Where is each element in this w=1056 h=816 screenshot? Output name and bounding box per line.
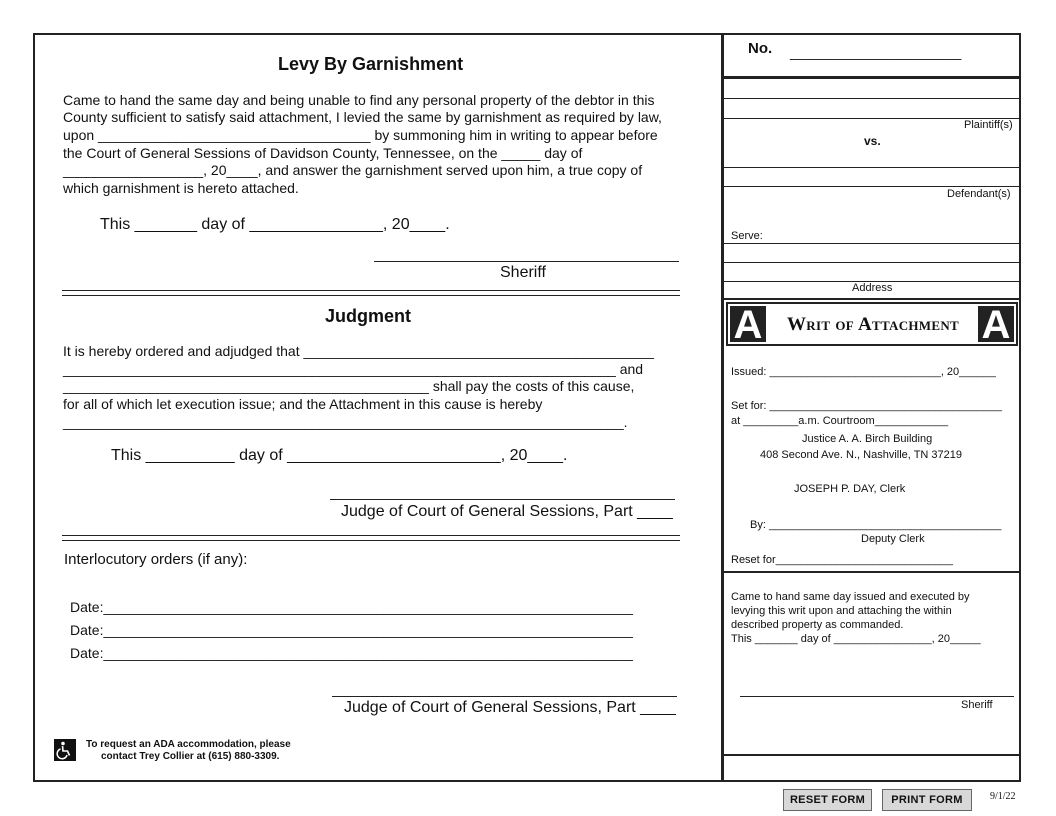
levy-line-6: which garnishment is hereto attached. xyxy=(63,180,299,196)
defendant-line xyxy=(723,167,1021,168)
column-divider xyxy=(721,35,724,780)
levy-line-5: __________________, 20____, and answer the garnishment served upon him, a true copy of xyxy=(63,162,643,178)
return-line-1: Came to hand same day issued and executed by xyxy=(731,591,970,603)
ada-line-1: To request an ADA accommodation, please xyxy=(86,739,291,750)
levy-line-3: upon ___________________________________ by summoning him in writing to appear before xyxy=(63,127,658,143)
section-divider xyxy=(62,540,680,541)
plaintiff-label: Plaintiff(s) xyxy=(964,119,1013,131)
levy-line-4: the Court of General Sessions of Davidson County, Tennessee, on the _____ day of xyxy=(63,145,583,161)
section-divider xyxy=(62,290,680,291)
print-form-button[interactable]: PRINT FORM xyxy=(882,789,972,811)
at-line: at _________a.m. Courtroom____________ xyxy=(731,415,949,427)
judgment-line-5: ________________________________________________________________________. xyxy=(63,414,628,430)
interlocutory-date-2: Date:____________________________________________________________________ xyxy=(70,622,633,638)
return-rule xyxy=(723,571,1021,573)
writ-banner xyxy=(726,302,1018,346)
reset-form-button[interactable]: RESET FORM xyxy=(783,789,872,811)
wheelchair-icon xyxy=(54,739,76,761)
interlocutory-date-1: Date:____________________________________________________________________ xyxy=(70,599,633,615)
judge-signature-line xyxy=(332,696,677,697)
set-for-line: Set for: ______________________________________ xyxy=(731,400,1002,412)
judgment-title: Judgment xyxy=(325,306,412,326)
judgment-line-3: _______________________________________________ shall pay the costs of this cause, xyxy=(63,378,635,394)
deputy-clerk-label: Deputy Clerk xyxy=(861,533,925,545)
sheriff-signature-line xyxy=(740,696,1014,697)
defendant-label: Defendant(s) xyxy=(947,188,1011,200)
serve-line xyxy=(723,243,1021,244)
writ-letter-right: A xyxy=(978,306,1014,342)
defendant-line xyxy=(723,186,1021,187)
bottom-rule xyxy=(723,754,1021,756)
serve-label: Serve: xyxy=(731,230,763,242)
levy-line-1: Came to hand the same day and being unable to find any personal property of the debtor in this xyxy=(63,92,655,108)
judgment-line-2: _______________________________________________________________________ and xyxy=(63,361,644,377)
by-line: By: ______________________________________ xyxy=(750,519,1002,531)
serve-line xyxy=(723,262,1021,263)
plaintiff-line xyxy=(723,98,1021,99)
levy-sheriff-label: Sheriff xyxy=(500,264,546,281)
levy-date-line: This _______ day of _______________, 20____. xyxy=(100,216,450,233)
judgment-date-line: This __________ day of ________________________, 20____. xyxy=(111,447,568,464)
return-line-3: described property as commanded. xyxy=(731,619,904,631)
ada-line-2: contact Trey Collier at (615) 880-3309. xyxy=(101,751,280,762)
levy-title: Levy By Garnishment xyxy=(278,54,464,74)
case-number-blank[interactable]: ______________________ xyxy=(790,44,962,60)
section-divider xyxy=(62,535,680,536)
vs-label: vs. xyxy=(864,134,881,148)
interlocutory-heading: Interlocutory orders (if any): xyxy=(64,551,248,568)
header-rule xyxy=(723,76,1021,79)
interlocutory-date-3: Date:____________________________________________________________________ xyxy=(70,645,633,661)
section-divider xyxy=(62,295,680,296)
banner-rule xyxy=(723,298,1021,300)
writ-title: Writ of Attachment xyxy=(786,314,959,335)
case-number-label: No. xyxy=(748,40,773,57)
judgment-line-1: It is hereby ordered and adjudged that _____________________________________________ xyxy=(63,343,654,359)
clerk-name: JOSEPH P. DAY, Clerk xyxy=(794,483,906,495)
writ-letter-left: A xyxy=(730,306,766,342)
building-address: 408 Second Ave. N., Nashville, TN 37219 xyxy=(760,449,962,461)
return-line-2: levying this writ upon and attaching the within xyxy=(731,605,952,617)
judge-signature-line xyxy=(330,499,675,500)
address-label: Address xyxy=(852,282,893,294)
return-sheriff-label: Sheriff xyxy=(961,699,993,711)
issued-line: Issued: ____________________________, 20______ xyxy=(731,366,996,378)
return-line-4: This _______ day of ________________, 20_____ xyxy=(731,633,981,645)
building-name: Justice A. A. Birch Building xyxy=(802,433,933,445)
reset-for-line: Reset for_____________________________ xyxy=(731,554,954,566)
sheriff-signature-line xyxy=(374,261,679,262)
judgment-line-4: for all of which let execution issue; and the Attachment in this cause is hereby xyxy=(63,396,543,412)
levy-line-2: County sufficient to satisfy said attachment, I levied the same by garnishment as required by law, xyxy=(63,109,662,125)
interlocutory-signature-label: Judge of Court of General Sessions, Part ____ xyxy=(344,699,676,716)
form-version: 9/1/22 xyxy=(990,791,1016,802)
judgment-signature-label: Judge of Court of General Sessions, Part ____ xyxy=(341,503,673,520)
